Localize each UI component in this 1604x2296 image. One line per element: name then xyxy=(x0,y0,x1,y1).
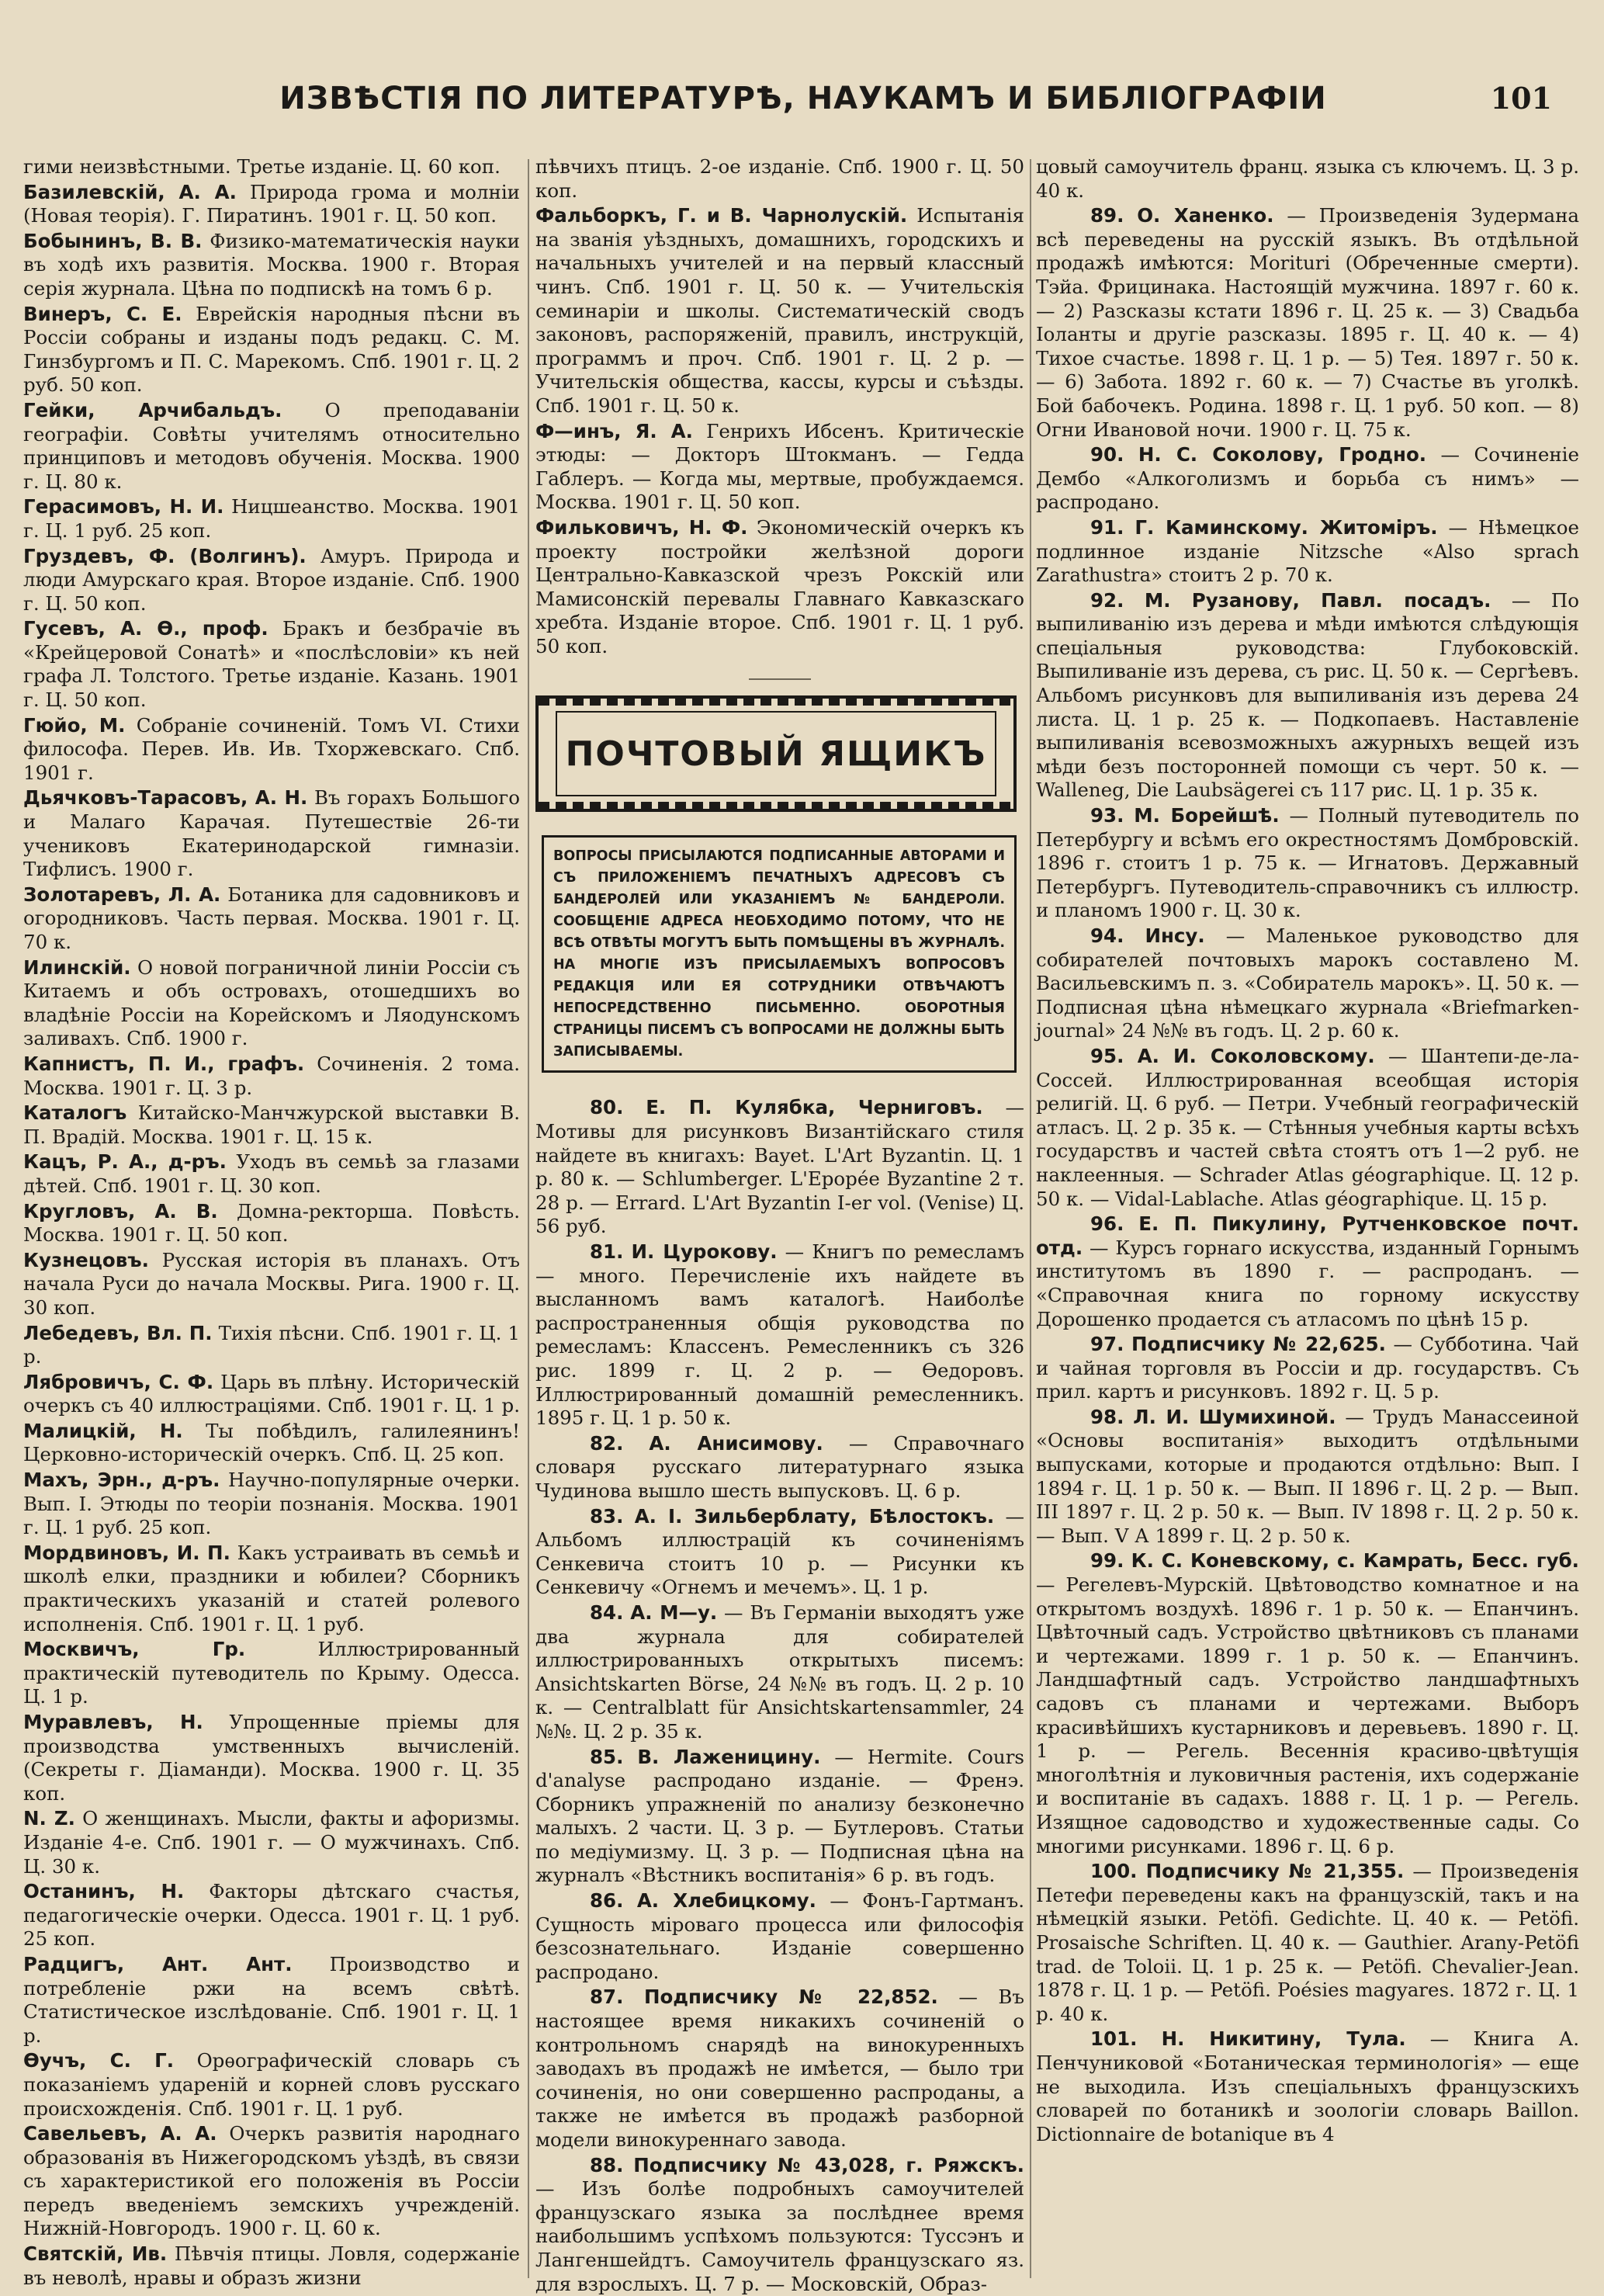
bibliography-entry xyxy=(23,786,520,881)
answer-entry xyxy=(1036,1333,1579,1404)
separator-rule xyxy=(749,678,811,680)
entry-text: Иллюстрированный практическій путеводитель по Крыму. Одесса. Ц. 1 р. xyxy=(23,1638,520,1708)
entry-author: Ѳучъ, С. Г. xyxy=(23,2049,175,2072)
answer-addressee: Инсу. xyxy=(1145,924,1205,947)
answer-number: 96. xyxy=(1090,1212,1124,1236)
answer-entry xyxy=(1036,1549,1579,1858)
entry-author: Ф—инъ, Я. А. xyxy=(535,419,693,442)
entry-author: Муравлевъ, Н. xyxy=(23,1711,203,1733)
answer-text: — Произведенія Зудермана всѣ переведены на русскій языкъ. Въ отдѣльной продажѣ имѣются: Morituri (Обреченные смерти). Тэйа. Фрицинака. Настоящій мужчина. 1897 г. 60 к. — 2) Разсказы кстати 1896 г. Ц. 25 к. — 3) Свадьба Іоланты и другіе разсказы. 1895 г. Ц. 40 к. — 4) Тихое счастье. 1898 г. Ц. 1 р. — 5) Тея. 1897 г. 50 к. — 6) Забота. 1892 г. 60 к. — 7) Счастье въ уголкѣ. Бой бабочекъ. Родина. 1898 г. Ц. 1 руб. 50 коп. — 8) Огни Ивановой ночи. 1900 г. Ц. 75 к. xyxy=(1036,204,1579,441)
answer-number: 100. xyxy=(1090,1860,1138,1883)
entry-author: Лебедевъ, Вл. П. xyxy=(23,1321,213,1344)
answer-addressee: В. Лаженицину. xyxy=(637,1745,821,1768)
entry-author: Останинъ, Н. xyxy=(23,1880,185,1903)
answer-entry xyxy=(535,1505,1024,1600)
entry-text: Экономическій очеркъ къ проекту постройки желѣзной дороги Центрально-Кавказской чрезъ Рокскій или Мамисонскій перевалы Главнаго Кавказскаго хребта. Изданіе второе. Спб. 1901 г. Ц. 1 руб. 50 коп. xyxy=(535,515,1024,657)
answer-addressee: Н. С. Соколову, Гродно. xyxy=(1138,443,1427,466)
column-rule-left xyxy=(528,159,529,2278)
bibliography-continuation xyxy=(535,155,1024,658)
bibliography-entry xyxy=(23,495,520,543)
answer-number: 98. xyxy=(1090,1405,1124,1428)
entry-text: Въ горахъ Большого и Малаго Карачая. Путешествіе 26-ти учениковъ Екатеринодарской гимназіи. Тифлисъ. 1900 г. xyxy=(23,786,521,881)
entry-text: Упрощенные пріемы для производства умственныхъ вычисленій. (Секреты г. Діаманди). Москва. 1900 г. Ц. 35 коп. xyxy=(23,1711,520,1805)
entry-text: Факторы дѣтскаго счастья, педагогическіе очерки. Одесса. 1901 г. Ц. 1 руб. 25 коп. xyxy=(23,1880,520,1951)
entry-text: Ницшеанство. Москва. 1901 г. Ц. 1 руб. 25 коп. xyxy=(23,495,521,542)
entry-text: Очеркъ развитія народнаго образованія въ Нижегородскомъ уѣздѣ, въ связи съ характеристикой его положенія въ Россіи передъ введеніемъ земскихъ учрежденій. Нижній-Новгородъ. 1900 г. Ц. 60 к. xyxy=(23,2122,520,2240)
answer-entry xyxy=(535,1240,1024,1431)
answer-addressee: Е. П. Кулябка, Черниговъ. xyxy=(646,1096,983,1119)
answer-addressee: Е. П. Пикулину, Рутченковское почт. отд. xyxy=(1036,1212,1579,1259)
answer-text: — Hermite. Cours d'analyse распродано изданіе. — Френэ. Сборникъ упражненій по анализу безконечно малыхъ. 2 части. Ц. 3 р. — Бутлеровъ. Статьи по медіумизму. Ц. 3 р. — Подписная цѣна на журналъ «Вѣстникъ воспитанія» 6 р. въ годъ. xyxy=(535,1745,1024,1887)
answer-entry xyxy=(1036,804,1579,923)
answer-text: — Полный путеводитель по Петербургу и всѣмъ его окрестностямъ Домбровскій. 1896 г. стоитъ 1 р. 75 к. — Игнатовъ. Державный Петербургъ. Путеводитель-справочникъ съ иллюстр. и планомъ 1900 г. Ц. 30 к. xyxy=(1036,804,1579,922)
entry-author: Кругловъ, А. В. xyxy=(23,1199,218,1223)
answer-entry xyxy=(1036,443,1579,515)
bibliography-entry xyxy=(23,1371,520,1418)
bibliography-entry xyxy=(23,1638,520,1709)
entry-author: Фильковичъ, Н. Ф. xyxy=(535,515,748,539)
entry-author: Махъ, Эрн., д-ръ. xyxy=(23,1469,220,1492)
entry-text: О преподаваніи географіи. Совѣты учителямъ относительно принциповъ и методовъ обученія. Москва. 1900 г. Ц. 80 к. xyxy=(23,398,521,493)
bibliography-entry xyxy=(23,399,520,494)
entry-text: Тихія пѣсни. Спб. 1901 г. Ц. 1 р. xyxy=(23,1321,520,1368)
bibliography-entry xyxy=(23,1200,520,1247)
answer-addressee: Л. И. Шумихиной. xyxy=(1133,1405,1336,1428)
answer-addressee: О. Ханенко. xyxy=(1137,204,1274,227)
bibliography-entry xyxy=(23,1249,520,1320)
bibliography-entry xyxy=(23,1469,520,1540)
answer-text: — Произведенія Петефи переведены какъ на французскій, такъ и на нѣмецкій языки. Petöfi. Gedichte. Ц. 40 к. — Petöfi. Prosaische Schriften. Ц. 40 к. — Gauthier. Arany-Petöfi trad. de Toloii. Ц. 1 р. 25 к. — Petöfi. Chevalier-Jean. 1878 г. Ц. 1 р. — Petöfi. Poésies magyares. 1872 г. Ц. 1 р. 40 к. xyxy=(1036,1860,1579,2025)
answer-text: — По выпиливанію изъ дерева и мѣди имѣются слѣдующія спеціальныя руководства: Глубоковскій. Выпиливаніе изъ дерева, съ рис. Ц. 50 к. — Сергѣевъ. Альбомъ рисунковъ для выпиливанія изъ дерева 24 листа. Ц. 1 р. 25 к. — Подкопаевъ. Наставленіе выпиливанія всевозможныхъ ажурныхъ вещей изъ мѣди безъ посторонней помощи съ черт. 50 к. — Walleneg, Die Laubsägerei съ 117 рис. Ц. 1 р. 35 к. xyxy=(1036,588,1579,802)
entry-author: Бобынинъ, В. В. xyxy=(23,229,203,252)
answer-addressee: К. С. Коневскому, с. Камрать, Бесс. губ. xyxy=(1131,1549,1579,1573)
bibliography-entry xyxy=(23,1953,520,2048)
answer-entry xyxy=(1036,1212,1579,1331)
answer-addressee: А. Анисимову. xyxy=(649,1431,823,1455)
entry-author: Малицкій, Н. xyxy=(23,1419,183,1442)
entry-author: Лябровичъ, С. Ф. xyxy=(23,1370,214,1393)
answer-entry xyxy=(1036,1406,1579,1549)
bibliography-entry xyxy=(23,2242,520,2290)
answer-text: — Справочнаго словаря русскаго литературнаго языка Чудинова вышло шесть выпусковъ. Ц. 6 р. xyxy=(535,1431,1024,1502)
bibliography-entry xyxy=(23,1542,520,1636)
answer-text: — Книгъ по ремесламъ — много. Перечисленіе ихъ найдете въ высланномъ вамъ каталогѣ. Наиболѣе распространенныя общія руководства по ремесламъ: Классенъ. Ремесленникъ съ 326 рис. 1899 г. Ц. 2 р. — Ѳедоровъ. Иллюстрированный домашній ремесленникъ. 1895 г. Ц. 1 р. 50 к. xyxy=(535,1240,1024,1430)
entry-text: Генрихъ Ибсенъ. Критическіе этюды: — Докторъ Штокманъ. — Гедда Габлеръ. — Когда мы, мертвые, пробуждаемся. Москва. 1901 г. Ц. 50 коп. xyxy=(535,419,1025,514)
bibliography-entry xyxy=(23,956,520,1051)
entry-author: Винеръ, С. Е. xyxy=(23,302,182,325)
answer-addressee: А. Хлебицкому. xyxy=(636,1889,816,1913)
answer-addressee: М. Рузанову, Павл. посадъ. xyxy=(1144,588,1491,612)
entry-text: О женщинахъ. Мысли, факты и афоризмы. Изданіе 4-е. Спб. 1901 г. — О мужчинахъ. Спб. Ц. 30 к. xyxy=(23,1807,520,1878)
entry-author: Груздевъ, Ф. (Волгинъ). xyxy=(23,544,307,567)
answer-number: 85. xyxy=(590,1745,624,1768)
answer-number: 92. xyxy=(1090,588,1124,612)
bibliography-entry xyxy=(23,1711,520,1805)
answer-text: — Фонъ-Гартманъ. Сущность міроваго процесса или философія безсознательнаго. Изданіе совершенно распродано. xyxy=(535,1889,1025,1983)
bibliography-entry xyxy=(23,1322,520,1369)
answer-text: — Трудъ Манассеиной «Основы воспитанія» выходитъ отдѣльными выпусками, которые и продаются отдѣльно: Вып. I 1894 г. Ц. 1 р. 50 к. — Вып. II 1896 г. Ц. 2 р. — Вып. III 1897 г. Ц. 2 р. 50 к. — Вып. IV 1898 г. Ц. 2 р. 50 к. — Вып. V А 1899 г. Ц. 2 р. 50 к. xyxy=(1036,1405,1579,1547)
answer-entry xyxy=(535,1432,1024,1503)
answer-number: 83. xyxy=(590,1504,624,1528)
answer-text: — Сочиненіе Дембо «Алкоголизмъ и борьба съ нимъ» — распродано. xyxy=(1036,443,1579,514)
answer-text: — Мотивы для рисунковъ Византійскаго стиля найдете въ книгахъ: Bayet. L'Art Byzantin. Ц. 1 р. 80 к. — Schlumberger. L'Epopée Byzantine 2 т. 28 р. — Errard. L'Art Byzantin I-er vol. (Venise) Ц. 56 руб. xyxy=(535,1096,1025,1238)
entry-author: Каталогъ xyxy=(23,1101,127,1125)
mailbox-heading-inner xyxy=(556,711,996,796)
answer-number: 86. xyxy=(590,1889,624,1913)
entry-text: пѣвчихъ птицъ. 2-ое изданіе. Спб. 1900 г. Ц. 50 коп. xyxy=(535,155,1024,202)
entry-text: Пѣвчія птицы. Ловля, содержаніе въ неволѣ, нравы и образъ жизни xyxy=(23,2242,520,2289)
mailbox-heading-frame xyxy=(535,695,1017,812)
answer-number: 95. xyxy=(1090,1044,1124,1067)
entry-text: гими неизвѣстными. Третье изданіе. Ц. 60 коп. xyxy=(23,155,501,178)
answer-addressee: И. Цурокову. xyxy=(631,1240,778,1264)
bibliography-entry xyxy=(23,2122,520,2241)
bibliography-entry xyxy=(23,230,520,301)
bibliography-entry xyxy=(23,2049,520,2121)
column-middle xyxy=(535,155,1025,2295)
entry-text: Ты побѣдилъ, галилеянинъ! Церковно-историческій очеркъ. Спб. Ц. 25 коп. xyxy=(23,1419,520,1466)
answer-addressee: Г. Каминскому. Житоміръ. xyxy=(1135,515,1438,539)
bibliography-entry xyxy=(23,155,520,179)
answers-list xyxy=(535,1096,1024,2296)
column-rule-right xyxy=(1030,159,1031,2278)
answer-number: 81. xyxy=(590,1240,624,1264)
entry-text: Уходъ въ семьѣ за глазами дѣтей. Спб. 1901 г. Ц. 30 коп. xyxy=(23,1150,520,1197)
entry-text: Собраніе сочиненій. Томъ VI. Стихи философа. Перев. Ив. Ив. Тхоржевскаго. Спб. 1901 г. xyxy=(23,713,521,784)
entry-text: Орѳографическій словарь съ показаніемъ удареній и корней словъ русскаго происхожденія. Спб. 1901 г. Ц. 1 руб. xyxy=(23,2049,520,2120)
entry-text: Физико-математическія науки въ ходѣ ихъ развитія. Москва. 1900 г. Вторая серія журнала. Цѣна по подпискѣ на томъ 6 р. xyxy=(23,229,520,300)
answer-entry xyxy=(535,1601,1024,1744)
answer-entry xyxy=(1036,2027,1579,2146)
answer-addressee: М. Борейшѣ. xyxy=(1134,804,1280,827)
column-answers xyxy=(1036,155,1579,2282)
answer-number: 91. xyxy=(1090,515,1124,539)
entry-author: Капнистъ, П. И., графъ. xyxy=(23,1052,305,1075)
bibliography-entry xyxy=(535,420,1024,515)
answer-text: — Въ Германіи выходятъ уже два журнала для собирателей иллюстрированныхъ открытыхъ писемъ: Ansichtskarten Börse, 24 №№ въ годъ. Ц. 2 р. 10 к. — Centralblatt für Ansichtskartensammler, 24 №№. Ц. 2 р. 35 к. xyxy=(535,1601,1024,1743)
entry-text: Ботаника для садовниковъ и огородниковъ. Часть первая. Москва. 1901 г. Ц. 70 к. xyxy=(23,883,520,953)
entry-text: Царь въ плѣну. Историческій очеркъ съ 40 иллюстраціями. Спб. 1901 г. Ц. 1 р. xyxy=(23,1370,521,1417)
answer-text: — Курсъ горнаго искусства, изданный Горнымъ институтомъ въ 1890 г. — распроданъ. — «Справочная книга по горному искусству Дорошенко продается съ атласомъ по цѣнѣ 15 р. xyxy=(1036,1236,1579,1330)
answer-number: 88. xyxy=(590,2153,624,2176)
answer-number: 99. xyxy=(1090,1549,1124,1573)
column-bibliography xyxy=(23,155,521,2289)
answer-addressee: А. И. Соколовскому. xyxy=(1137,1044,1375,1067)
mailbox-title: ПОЧТОВЫЙ ЯЩИКЪ xyxy=(565,734,987,774)
answer-text: — Изъ болѣе подробныхъ самоучителей французскаго языка за послѣднее время наибольшимъ успѣхомъ пользуются: Туссэнъ и Лангеншейдтъ. Самоучитель французскаго яз. для взрослыхъ. Ц. 7 р. — Московскій, Образ- xyxy=(535,2177,1024,2295)
entry-text: Какъ устраивать въ семьѣ и школѣ елки, праздники и юбилеи? Сборникъ практическихъ указаній и статей ролевого исполненія. Спб. 1901 г. Ц. 1 руб. xyxy=(23,1541,520,1635)
bibliography-entry xyxy=(23,545,520,616)
answer-number: 90. xyxy=(1090,443,1124,466)
answer-text: — Въ настоящее время никакихъ сочиненій о контрольномъ снарядѣ на винокуренныхъ заводахъ въ продажѣ не имѣется, — было три сочиненія, но они совершенно распроданы, а также не имѣется въ продажѣ разборной модели винокуреннаго завода. xyxy=(535,1986,1024,2151)
entry-text: Еврейскія народныя пѣсни въ Россіи собраны и изданы подъ редакц. С. М. Гинзбургомъ и П. С. Марекомъ. Спб. 1901 г. Ц. 2 руб. 50 коп. xyxy=(23,302,520,397)
entry-author: N. Z. xyxy=(23,1807,75,1830)
bibliography-entry xyxy=(23,714,520,786)
answer-entry xyxy=(535,2154,1024,2296)
entry-text: О новой пограничной линіи Россіи съ Китаемъ и объ островахъ, отошедшихъ во владѣніе Россіи на Корейскомъ и Ляодунскомъ заливахъ. Спб. 1900 г. xyxy=(23,956,520,1050)
bibliography-entry xyxy=(23,1053,520,1100)
answer-text: — Субботина. Чай и чайная торговля въ Россіи и др. государствъ. Съ прил. картъ и рисунковъ. 1892 г. Ц. 5 р. xyxy=(1036,1333,1579,1403)
entry-text: Амуръ. Природа и люди Амурскаго края. Второе изданіе. Спб. 1900 г. Ц. 50 коп. xyxy=(23,544,520,615)
answer-text: — Маленькое руководство для собирателей почтовыхъ марокъ составлено М. Васильевскимъ п. з. «Собиратель марокъ». Ц. 50 к. — Подписная цѣна нѣмецкаго журнала «Briefmarken-journal» 24 №№ въ годъ. Ц. 2 р. 60 к. xyxy=(1036,924,1579,1042)
answer-number: 87. xyxy=(590,1986,624,2009)
bibliography-entry xyxy=(23,1420,520,1467)
bibliography-entry xyxy=(535,516,1024,659)
entry-author: Гюйо, М. xyxy=(23,713,126,737)
answer-entry xyxy=(1036,204,1579,442)
answer-entry xyxy=(1036,924,1579,1043)
answer-text: — Нѣмецкое подлинное изданіе Nitzsche «Also sprach Zarathustra» стоитъ 2 р. 70 к. xyxy=(1036,515,1579,587)
entry-author: Радцигъ, Ант. Ант. xyxy=(23,1952,293,1975)
mailbox-notice: ВОПРОСЫ ПРИСЫЛАЮТСЯ ПОДПИСАННЫЕ АВТОРАМИ И СЪ ПРИЛОЖЕНІЕМЪ ПЕЧАТНЫХЪ АДРЕСОВЪ СЪ БАНДЕРОЛЕЙ ИЛИ УКАЗАНІЕМЪ № БАНДЕРОЛИ. СООБЩЕНІЕ АДРЕСА НЕОБХОДИМО ПОТОМУ, ЧТО НЕ ВСѢ ОТВѢТЫ МОГУТЪ БЫТЬ ПОМѢЩЕНЫ ВЪ ЖУРНАЛѢ. НА МНОГІЕ ИЗЪ ПРИСЫЛАЕМЫХЪ ВОПРОСОВЪ РЕДАКЦІЯ ИЛИ ЕЯ СОТРУДНИКИ ОТВѢЧАЮТЪ НЕПОСРЕДСТВЕННО ПИСЬМЕННО. ОБОРОТНЫЯ СТРАНИЦЫ ПИСЕМЪ СЪ ВОПРОСАМИ НЕ ДОЛЖНЫ БЫТЬ ЗАПИСЫВАЕМЫ. xyxy=(542,835,1017,1073)
entry-author: Золотаревъ, Л. А. xyxy=(23,883,221,906)
entry-author: Дьячковъ-Тарасовъ, А. Н. xyxy=(23,786,308,810)
entry-author: Святскій, Ив. xyxy=(23,2242,168,2266)
answer-entry xyxy=(1036,1045,1579,1211)
answer-text: — Альбомъ иллюстрацій къ сочиненіямъ Сенкевича стоитъ 10 р. — Рисунки къ Сенкевичу «Огнемъ и мечемъ». Ц. 1 р. xyxy=(535,1504,1024,1599)
bibliography-entry xyxy=(23,1807,520,1878)
answer-addressee: Подписчику № 43,028, г. Ряжскъ. xyxy=(633,2153,1024,2176)
answer-number: 94. xyxy=(1090,924,1124,947)
bibliography-entry xyxy=(23,303,520,397)
answer-entry xyxy=(1036,589,1579,803)
answer-entry xyxy=(535,1746,1024,1888)
bibliography-entry xyxy=(535,155,1024,203)
answer-addressee: А. М—у. xyxy=(630,1601,718,1624)
entry-author: Гусевъ, А. Ѳ., проф. xyxy=(23,617,268,640)
bibliography-entry xyxy=(23,883,520,955)
answer-text: — Книга А. Пенчуниковой «Ботаническая терминологія» — еще не выходила. Изъ спеціальныхъ французскихъ словарей по ботаникѣ и зоологіи словарь Baillon. Dictionnaire de botanique въ 4 xyxy=(1036,2027,1579,2145)
answer-addressee: Подписчику № 22,852. xyxy=(643,1986,938,2009)
entry-text: Испытанія на званія уѣздныхъ, домашнихъ, городскихъ и начальныхъ учителей и на первый классный чинъ. Спб. 1901 г. Ц. 50 к. — Учительскія семинаріи и школы. Систематическій сводъ законовъ, распоряженій, правилъ, инструкцій, программъ и проч. Спб. 1901 г. Ц. 2 р. — Учительскія общества, кассы, курсы и съѣзды. Спб. 1901 г. Ц. 50 к. xyxy=(535,204,1024,417)
answer-addressee: Подписчику № 21,355. xyxy=(1145,1860,1405,1883)
entry-author: Фальборкъ, Г. и В. Чарнолускій. xyxy=(535,204,908,227)
page-number: 101 xyxy=(1490,81,1552,116)
answer-number: 82. xyxy=(590,1431,624,1455)
entry-text: Китайско-Манчжурской выставки В. П. Врадій. Москва. 1901 г. Ц. 15 к. xyxy=(23,1101,520,1148)
entry-text: Домна-ректорша. Повѣсть. Москва. 1901 г. Ц. 50 коп. xyxy=(23,1199,520,1247)
bibliography-entry xyxy=(535,204,1024,418)
bibliography-entry xyxy=(23,1101,520,1149)
bibliography-entry xyxy=(23,1880,520,1951)
answer-number: 93. xyxy=(1090,804,1124,827)
entry-author: Гейки, Арчибальдъ. xyxy=(23,398,282,421)
answer-number: 97. xyxy=(1090,1333,1124,1356)
entry-text: Бракъ и безбрачіе въ «Крейцеровой Сонатѣ» и «послѣсловіи» къ ней графа Л. Толстого. Третье изданіе. Казань. 1901 г. Ц. 50 коп. xyxy=(23,617,520,712)
entry-author: Мордвиновъ, И. П. xyxy=(23,1541,230,1564)
entry-text: Производство и потребленіе ржи на всемъ свѣтѣ. Статистическое изслѣдованіе. Спб. 1901 г. Ц. 1 р. xyxy=(23,1952,520,2047)
answer-number: 80. xyxy=(590,1096,624,1119)
entry-author: Кузнецовъ. xyxy=(23,1248,149,1271)
page-header xyxy=(31,75,1575,129)
answer-number: 89. xyxy=(1090,204,1124,227)
entry-text: Природа грома и молніи (Новая теорія). Г. Пиратинъ. 1901 г. Ц. 50 коп. xyxy=(23,180,520,227)
answer-text: — Шантепи-де-ла-Соссей. Иллюстрированная всеобщая исторія религій. Ц. 6 руб. — Петри. Учебный географическій атласъ. Ц. 2 р. 35 к. — Стѣнныя учебныя карты всѣхъ государствъ и частей свѣта стоятъ отъ 1—2 руб. не наклеенныя. — Schrader Atlas géographique. Ц. 12 р. 50 к. — Vidal-Lablache. Atlas géographique. Ц. 15 р. xyxy=(1036,1044,1579,1210)
entry-text: Научно-популярные очерки. Вып. I. Этюды по теоріи познанія. Москва. 1901 г. Ц. 1 руб. 25 коп. xyxy=(23,1469,521,1539)
answer-addressee: А. І. Зильберблату, Бѣлостокъ. xyxy=(634,1504,995,1528)
answer-entry xyxy=(535,1889,1024,1984)
answer-entry xyxy=(1036,516,1579,588)
answer-number: 101. xyxy=(1090,2027,1138,2051)
entry-author: Илинскій. xyxy=(23,956,131,979)
answer-entry xyxy=(535,1986,1024,2152)
entry-author: Савельевъ, А. А. xyxy=(23,2122,217,2145)
entry-text: Русская исторія въ планахъ. Отъ начала Руси до начала Москвы. Рига. 1900 г. Ц. 30 коп. xyxy=(23,1248,520,1319)
answer-addressee: Подписчику № 22,625. xyxy=(1131,1333,1386,1356)
answer-text: — Регелевъ-Мурскій. Цвѣтоводство комнатное и на открытомъ воздухѣ. 1896 г. 1 р. 50 к. — Епанчинъ. Цвѣточный садъ. Устройство цвѣтниковъ съ планами и чертежами. 1899 г. 1 р. 50 к. — Епанчинъ. Ландшафтный садъ. Устройство ландшафтныхъ садовъ съ планами и чертежами. Выборъ красивѣйшихъ кустарниковъ и деревьевъ. 1890 г. Ц. 1 р. — Регель. Весеннія красиво-цвѣтущія многолѣтнія и луковичныя растенія, ихъ содержаніе и воспитаніе въ садахъ. 1888 г. Ц. 1 р. — Регель. Изящное садоводство и художественные сады. Со многими рисунками. 1896 г. Ц. 6 р. xyxy=(1036,1573,1579,1857)
entry-author: Базилевскій, А. А. xyxy=(23,180,237,203)
answer-number: 84. xyxy=(590,1601,624,1624)
answer-entry xyxy=(1036,155,1579,203)
bibliography-entry xyxy=(23,617,520,712)
entry-author: Москвичъ, Гр. xyxy=(23,1638,246,1661)
answer-entry xyxy=(535,1096,1024,1239)
entry-text: Сочиненія. 2 тома. Москва. 1901 г. Ц. 3 р. xyxy=(23,1052,520,1099)
running-title: ИЗВѢСТІЯ ПО ЛИТЕРАТУРѢ, НАУКАМЪ И БИБЛІОГРАФІИ xyxy=(279,81,1327,116)
answer-addressee: Н. Никитину, Тула. xyxy=(1161,2027,1406,2051)
answer-text: цовый самоучитель франц. языка съ ключемъ. Ц. 3 р. 40 к. xyxy=(1036,155,1579,202)
bibliography-entry xyxy=(23,1150,520,1198)
answer-entry xyxy=(1036,1860,1579,2026)
entry-author: Кацъ, Р. А., д-ръ. xyxy=(23,1150,227,1174)
entry-author: Герасимовъ, Н. И. xyxy=(23,495,224,519)
bibliography-entry xyxy=(23,181,520,228)
